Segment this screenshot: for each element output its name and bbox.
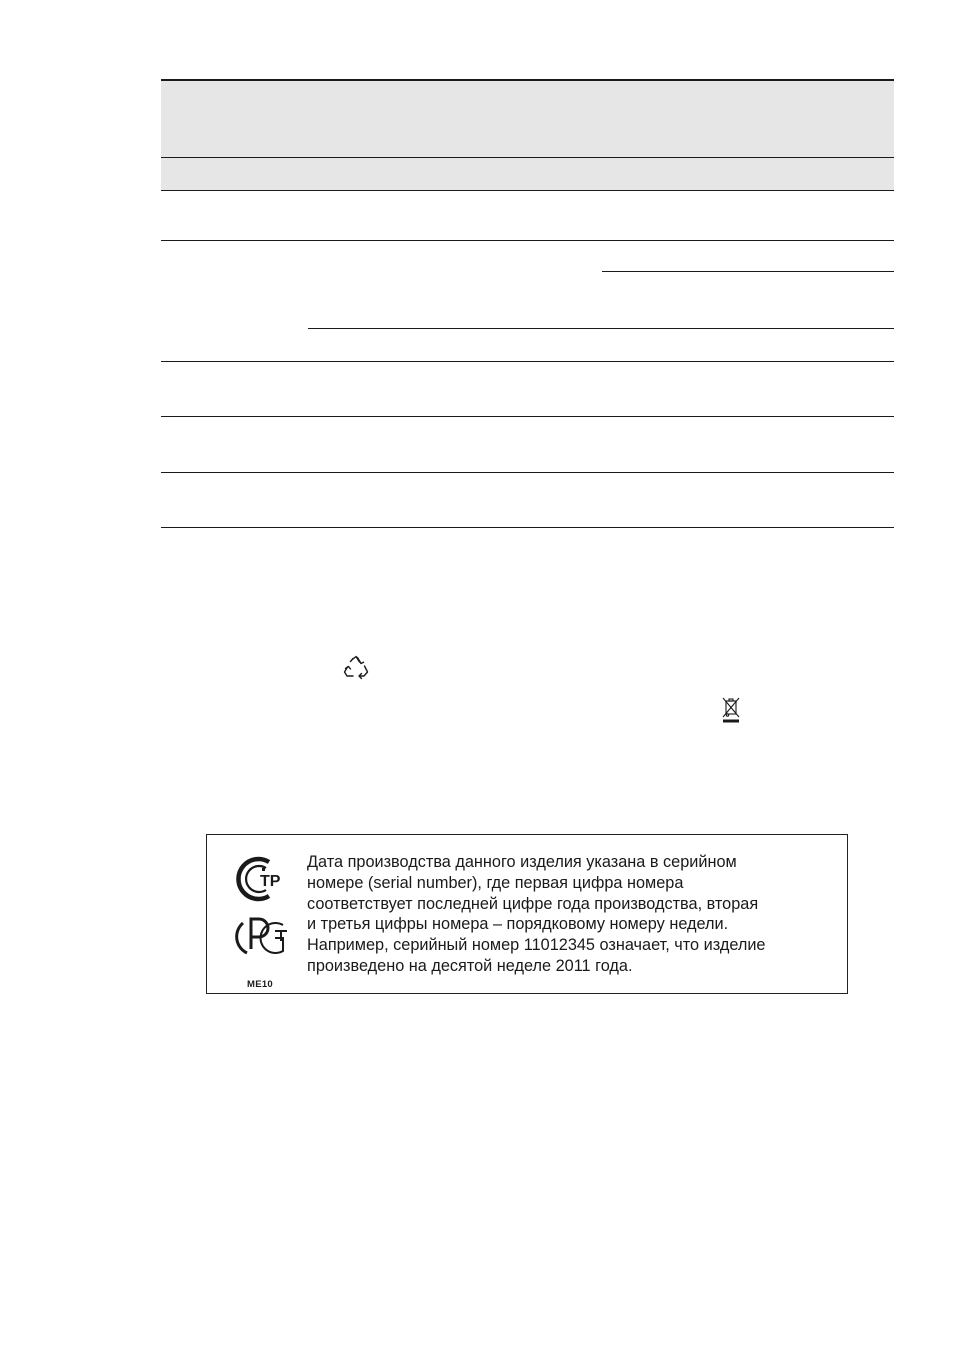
table-inner-rule	[308, 328, 894, 329]
notice-line: номере (serial number), где первая цифра номера	[307, 873, 684, 892]
table-bottom-rule	[161, 527, 894, 528]
eac-tr-mark-icon	[229, 853, 291, 905]
table-row-rule	[161, 361, 894, 362]
notice-line: и третья цифры номера – порядковому номеру недели.	[307, 915, 729, 934]
table-section-end-rule	[161, 190, 894, 191]
certification-logos	[229, 853, 291, 990]
recycle-icon	[342, 655, 370, 681]
svg-text:TP: TP	[260, 873, 281, 890]
table-row-rule	[161, 472, 894, 473]
notice-text	[307, 852, 837, 977]
notice-line: Дата производства данного изделия указана в серийном	[307, 853, 737, 871]
gost-r-certification-icon	[229, 911, 291, 963]
notice-line: произведено на десятой неделе 2011 года.	[307, 956, 633, 975]
crossed-out-bin-icon	[721, 696, 741, 724]
production-date-notice	[206, 834, 848, 994]
cert-code: ME10	[247, 979, 274, 990]
notice-line: Например, серийный номер 11012345 означает, что изделие	[307, 936, 766, 955]
table-subheader-row	[161, 158, 894, 190]
table-header-row	[161, 80, 894, 158]
notice-line: соответствует последней цифре года производства, вторая	[307, 894, 759, 913]
table-row-rule	[161, 416, 894, 417]
table-subcolumn-rule	[602, 271, 894, 272]
table-top-rule	[161, 79, 894, 81]
table-group-top-rule	[161, 240, 894, 241]
